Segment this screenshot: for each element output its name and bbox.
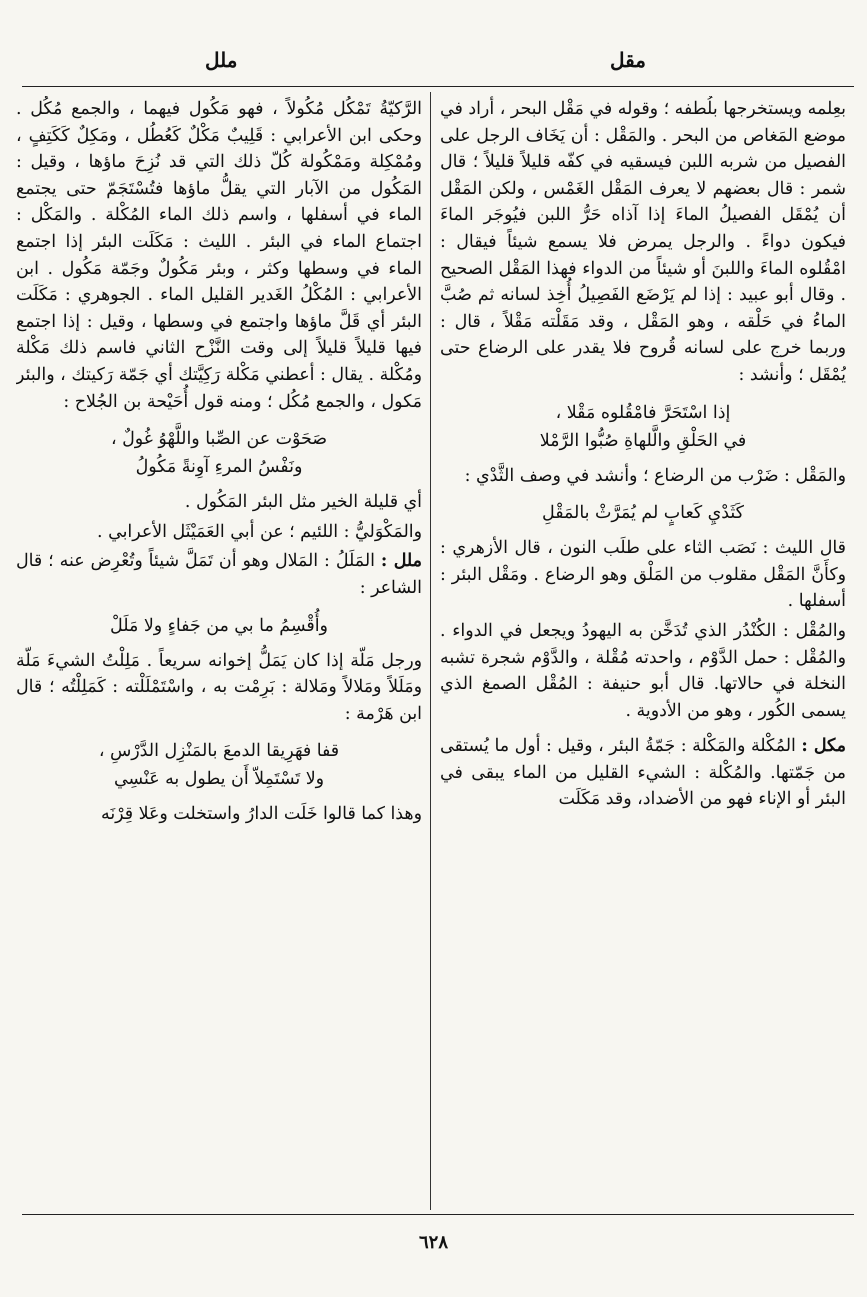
paragraph: بعِلمه ويستخرجها بلُطفه ؛ وقوله في مَقْل البحر ، أراد في موضع المَغاص من البحر . والمَقْل : أن يَخَاف الرجل على الفصيل من شربه اللبن فيسقيه في كفّه قليلاً قليلاً ؛ قال شمر : قال بعضهم لا يعرف المَقْل الغَمْس ، ولكن المَقْل أن يُمْقَل الفصيلُ الماءَ إذا آذاه حَرُّ اللبن فيُوجَر الماءَ فيكون دواءً . والرجل يمرض فلا يسمع شيئاً فيقال : امْقُلوه الماءَ واللبنَ أو شيئاً من الدواء فهذا المَقْل الصحيح . وقال أبو عبيد : إذا لم يَرْضَع الفَصِيلُ أُخِذ لسانه ثم صُبَّ الماءُ في حَلْقه ، وهو المَقْل ، وقد مَقَلْته مَقْلاً ، قال : وربما خرج على لسانه قُروح فلا يقدر على الرضاع حتى يُمْقَل ؛ وأنشد : [440,99,846,385]
verse-line: كَثَدْيِ كَعابٍ لم يُمَرَّثْ بالمَقْلِ [542,503,744,524]
paragraph: الرَّكيّةُ تَمْكُل مُكُولاً ، فهو مَكُول فيهما ، والجمع مُكُل . وحكى ابن الأعرابي : قَلِيبٌ مَكْلٌ كَعُطُل ، ومَكِلٌ كَكَتِفٍ ، ومُمْكِلة ومَمْكُولة كُلّ ذلك التي قد نُزِحَ ماؤها ، وقيل : المَكُول من الآبار التي يقلُّ ماؤها فتُسْتَجَمّ حتى يجتمع الماء في أسفلها ، واسم ذلك الماء المُكْلة . والمَكْل : اجتماع الماء في البئر . الليث : مَكَلَت البئر إذا اجتمع الماء في وسطها وكثر ، وبئر مَكُولٌ وجَمّة مَكُول . ابن الأعرابي : المُكْلُ الغَدير القليل الماء . الجوهري : مَكَلَت البئر أي قَلَّ ماؤها واجتمع في وسطها ، وقيل : إذا اجتمع فيها قليلاً قليلاً إلى وقت النَّزْح الثاني فاسم ذلك مَكْلة ومُكْلة . يقال : أعطني مَكْلة رَكِيَّتك أي جَمّة رَكيتك ، والبئر مَكول ، والجمع مُكُل ؛ ومنه قول أُحَيْحة بن الجُلاح : [16,99,422,412]
entry-headword: مكل : [801,736,846,757]
paragraph: ورجل مَلّة إذا كان يَمَلُّ إخوانه سريعاً . مَلِلْتُ الشيءَ مَلّة ومَلَلاً ومَلالاً ومَلالة : بَرِمْت به ، واسْتَمْلَلْته : كَمَلِلْتُه ؛ قال ابن هَرْمة : [16,650,422,724]
paragraph: والمَكْوَليُّ : اللئيم ؛ عن أبي العَمَيْثَل الأعرابي . [97,521,422,542]
entry-paragraph [440,733,846,813]
entry-text: المَلَلُ : المَلال وهو أن تَمَلَّ شيئاً وتُعْرِض عنه ؛ قال الشاعر : [16,551,422,598]
column-divider [430,92,431,1210]
left-column [16,96,422,1206]
verse [440,399,846,455]
entry-text: المُكْلة والمَكْلة : جَمّةُ البئر ، وقيل : أول ما يُستقى من جَمّتها. والمُكْلة : الشيء القليل من الماء يبقى في البئر أو الإناء فهو من الأضداد، وقد مَكَلَت [440,736,846,810]
paragraph: وهذا كما قالوا خَلَت الدارُ واستخلت وعَلا قِرْنَه [101,804,422,825]
paragraph: قال الليث : نَصَب الثاء على طلَب النون ، قال الأزهري : وكأَنَّ المَقْل مقلوب من المَلْق وهو الرضاع . ومَقْل البئر : أسفلها . [440,538,846,612]
verse-line: قفا فهَرِيقا الدمعَ بالمَنْزِل الدَّرْسِ ، [98,741,340,762]
verse-line: ولا تَسْتَمِلاّ أَن يطول به عَنْسِي [113,769,325,790]
entry-paragraph [16,548,422,601]
footer-rule [22,1214,854,1215]
verse [16,612,422,640]
entry-headword: ملل : [380,551,422,572]
header-rule [22,86,854,87]
paragraph: والمُقْل : الكُنْدُر الذي تُدَخَّن به اليهودُ ويجعل في الدواء . والمُقْل : حمل الدَّوْم ، واحدته مُقْلة ، والدَّوْم شجرة تشبه النخلة في حالاتها. قال أبو حنيفة : المُقْل الصمغ الذي يسمى الكُور ، وهو من الأدوية . [440,620,846,721]
verse-line: ونَفْسُ المرءِ آوِنةً مَكُولُ [135,457,303,478]
header-right-word: مقل [610,48,646,72]
verse-line: إذا اسْتَحَرَّ فامْقُلوه مَقْلا ، [555,402,731,423]
page-number: ٦٢٨ [418,1232,448,1253]
verse [16,737,422,793]
paragraph: والمَقْل : ضَرْب من الرضاع ؛ وأنشد في وصف الثَّدْي : [464,465,846,486]
paragraph: أي قليلة الخير مثل البئر المَكُول . [184,492,422,513]
header-left-word: ملل [205,48,238,72]
verse-line: صَحَوْت عن الصِّبا واللَّهْوُ غُولٌ ، [111,429,327,450]
verse-line: وأُقْسِمُ ما بي من جَفاءٍ ولا مَلَلْ [110,615,328,636]
verse [440,499,846,527]
verse-line: في الحَلْقِ والَّلهاةِ صُبُّوا الرَّمْلا [539,430,747,451]
verse [16,425,422,481]
right-column [440,96,846,1206]
